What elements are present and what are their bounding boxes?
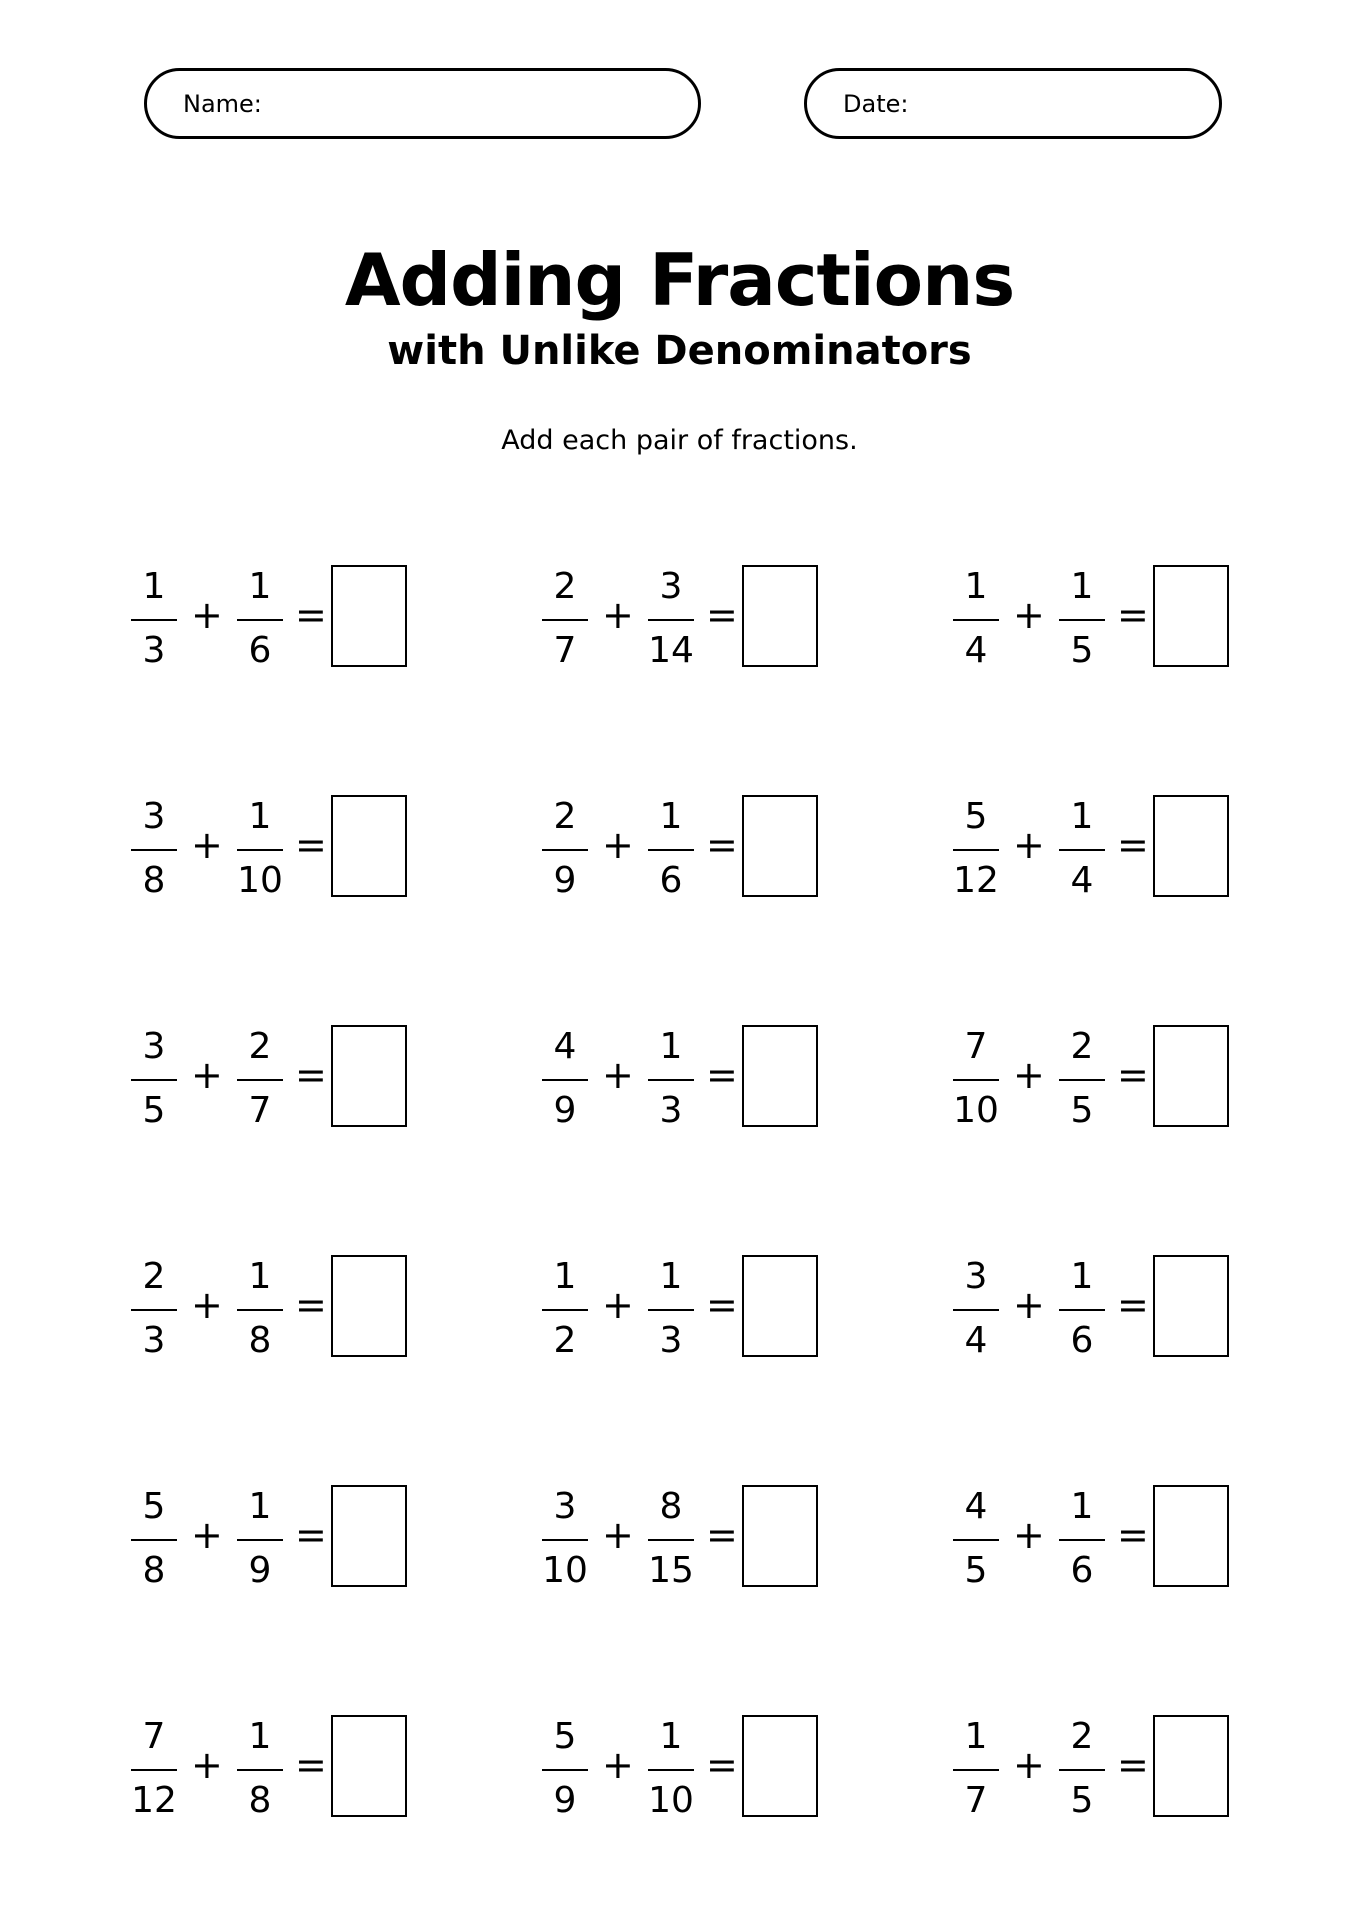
fraction-bar [648,619,694,621]
fraction [131,1015,177,1135]
problem [542,1015,842,1135]
numerator: 3 [142,1026,166,1067]
numerator: 1 [248,1716,272,1757]
numerator: 3 [964,1256,988,1297]
numerator: 1 [659,796,683,837]
denominator: 6 [1070,1550,1094,1591]
problem [953,1015,1253,1135]
fraction [953,1015,999,1135]
numerator: 1 [248,1256,272,1297]
answer-box[interactable] [742,1715,818,1817]
fraction-bar [237,1539,283,1541]
denominator: 4 [1070,860,1094,901]
equals-sign: = [1117,1743,1149,1787]
numerator: 1 [248,1486,272,1527]
numerator: 4 [964,1486,988,1527]
equals-sign: = [295,823,327,867]
fraction [131,1475,177,1595]
plus-sign: + [602,1513,634,1557]
numerator: 1 [1070,1256,1094,1297]
numerator: 2 [553,796,577,837]
equals-sign: = [1117,1513,1149,1557]
plus-sign: + [602,1743,634,1787]
denominator: 8 [142,860,166,901]
problem [131,1705,431,1825]
equals-sign: = [1117,1283,1149,1327]
equals-sign: = [706,823,738,867]
date-field[interactable] [804,68,1222,139]
denominator: 12 [131,1780,177,1821]
fraction-bar [1059,1309,1105,1311]
fraction-bar [237,1769,283,1771]
problem [131,1015,431,1135]
name-field[interactable] [144,68,701,139]
fraction-bar [953,849,999,851]
answer-box[interactable] [1153,1025,1229,1127]
denominator: 5 [1070,630,1094,671]
fraction [542,1475,588,1595]
numerator: 1 [659,1256,683,1297]
numerator: 4 [553,1026,577,1067]
problem [953,1245,1253,1365]
plus-sign: + [1013,1513,1045,1557]
fraction [237,1015,283,1135]
fraction-bar [131,1769,177,1771]
plus-sign: + [1013,1743,1045,1787]
denominator: 7 [248,1090,272,1131]
denominator: 8 [248,1320,272,1361]
numerator: 1 [964,1716,988,1757]
fraction-bar [542,1539,588,1541]
fraction [131,555,177,675]
fraction [542,1705,588,1825]
fraction [1059,785,1105,905]
fraction-bar [648,849,694,851]
problem [953,555,1253,675]
fraction-bar [1059,849,1105,851]
answer-box[interactable] [331,1025,407,1127]
plus-sign: + [602,1053,634,1097]
denominator: 3 [142,1320,166,1361]
numerator: 2 [1070,1716,1094,1757]
answer-box[interactable] [1153,565,1229,667]
problem [542,1475,842,1595]
plus-sign: + [602,593,634,637]
fraction [542,785,588,905]
fraction-bar [1059,1079,1105,1081]
fraction-bar [131,849,177,851]
fraction-bar [953,1769,999,1771]
problem [131,555,431,675]
fraction-bar [1059,1539,1105,1541]
plus-sign: + [191,1283,223,1327]
numerator: 1 [1070,566,1094,607]
fraction-bar [953,619,999,621]
plus-sign: + [1013,1053,1045,1097]
instructions: Add each pair of fractions. [501,425,858,456]
numerator: 1 [964,566,988,607]
fraction-bar [1059,619,1105,621]
numerator: 1 [1070,796,1094,837]
fraction-bar [131,1309,177,1311]
fraction-bar [648,1539,694,1541]
fraction-bar [542,619,588,621]
fraction-bar [131,619,177,621]
equals-sign: = [295,1743,327,1787]
equals-sign: = [706,593,738,637]
plus-sign: + [602,823,634,867]
plus-sign: + [191,1743,223,1787]
fraction [648,555,694,675]
fraction [648,1015,694,1135]
problem [542,1705,842,1825]
fraction-bar [953,1079,999,1081]
fraction [1059,1705,1105,1825]
denominator: 5 [142,1090,166,1131]
numerator: 3 [553,1486,577,1527]
answer-box[interactable] [742,565,818,667]
numerator: 1 [553,1256,577,1297]
fraction [1059,1245,1105,1365]
equals-sign: = [1117,1053,1149,1097]
fraction [237,785,283,905]
numerator: 3 [659,566,683,607]
fraction [648,785,694,905]
answer-box[interactable] [331,1715,407,1817]
answer-box[interactable] [742,1255,818,1357]
problem [953,1475,1253,1595]
denominator: 3 [659,1320,683,1361]
numerator: 2 [142,1256,166,1297]
worksheet-subtitle: with Unlike Denominators [387,328,972,374]
numerator: 5 [142,1486,166,1527]
denominator: 5 [964,1550,988,1591]
fraction-bar [542,1309,588,1311]
plus-sign: + [191,593,223,637]
problem [131,1475,431,1595]
fraction [953,1245,999,1365]
fraction-bar [648,1769,694,1771]
fraction [648,1705,694,1825]
fraction [237,555,283,675]
problem [953,785,1253,905]
denominator: 5 [1070,1090,1094,1131]
fraction [237,1475,283,1595]
answer-box[interactable] [1153,795,1229,897]
denominator: 8 [248,1780,272,1821]
plus-sign: + [191,823,223,867]
equals-sign: = [295,1053,327,1097]
fraction-bar [237,619,283,621]
denominator: 8 [142,1550,166,1591]
fraction-bar [648,1309,694,1311]
problem [131,1245,431,1365]
fraction [648,1475,694,1595]
denominator: 7 [964,1780,988,1821]
fraction [953,785,999,905]
denominator: 12 [953,860,999,901]
fraction [131,1245,177,1365]
denominator: 4 [964,1320,988,1361]
fraction [953,555,999,675]
fraction-bar [131,1079,177,1081]
fraction [542,1015,588,1135]
denominator: 9 [248,1550,272,1591]
fraction-bar [237,1309,283,1311]
numerator: 2 [553,566,577,607]
answer-box[interactable] [742,1025,818,1127]
denominator: 5 [1070,1780,1094,1821]
plus-sign: + [602,1283,634,1327]
denominator: 7 [553,630,577,671]
numerator: 1 [659,1716,683,1757]
fraction-bar [953,1309,999,1311]
answer-box[interactable] [331,1255,407,1357]
fraction [542,555,588,675]
denominator: 9 [553,1780,577,1821]
plus-sign: + [191,1513,223,1557]
fraction-bar [542,1079,588,1081]
fraction [1059,1015,1105,1135]
denominator: 4 [964,630,988,671]
answer-box[interactable] [1153,1485,1229,1587]
numerator: 1 [248,796,272,837]
equals-sign: = [295,1283,327,1327]
denominator: 10 [953,1090,999,1131]
fraction [1059,1475,1105,1595]
plus-sign: + [1013,1283,1045,1327]
numerator: 5 [964,796,988,837]
fraction-bar [131,1539,177,1541]
fraction-bar [648,1079,694,1081]
equals-sign: = [706,1743,738,1787]
numerator: 7 [142,1716,166,1757]
fraction [1059,555,1105,675]
fraction [131,785,177,905]
numerator: 1 [1070,1486,1094,1527]
plus-sign: + [1013,823,1045,867]
fraction [131,1705,177,1825]
fraction [953,1475,999,1595]
fraction [953,1705,999,1825]
problem [542,785,842,905]
fraction [648,1245,694,1365]
answer-box[interactable] [1153,1255,1229,1357]
denominator: 10 [542,1550,588,1591]
fraction [542,1245,588,1365]
denominator: 15 [648,1550,694,1591]
numerator: 1 [248,566,272,607]
denominator: 9 [553,1090,577,1131]
worksheet-title: Adding Fractions [344,238,1015,322]
answer-box[interactable] [742,795,818,897]
fraction-bar [237,849,283,851]
numerator: 8 [659,1486,683,1527]
numerator: 2 [248,1026,272,1067]
numerator: 1 [659,1026,683,1067]
fraction-bar [542,1769,588,1771]
equals-sign: = [706,1283,738,1327]
answer-box[interactable] [331,565,407,667]
denominator: 6 [1070,1320,1094,1361]
denominator: 14 [648,630,694,671]
equals-sign: = [706,1053,738,1097]
problem [131,785,431,905]
denominator: 6 [659,860,683,901]
fraction-bar [1059,1769,1105,1771]
plus-sign: + [1013,593,1045,637]
denominator: 3 [659,1090,683,1131]
answer-box[interactable] [742,1485,818,1587]
equals-sign: = [295,1513,327,1557]
numerator: 3 [142,796,166,837]
answer-box[interactable] [1153,1715,1229,1817]
denominator: 6 [248,630,272,671]
numerator: 7 [964,1026,988,1067]
numerator: 2 [1070,1026,1094,1067]
problem [542,555,842,675]
problem [953,1705,1253,1825]
date-label: Date: [843,89,909,118]
equals-sign: = [706,1513,738,1557]
problem [542,1245,842,1365]
numerator: 5 [553,1716,577,1757]
denominator: 3 [142,630,166,671]
equals-sign: = [1117,593,1149,637]
denominator: 9 [553,860,577,901]
fraction-bar [542,849,588,851]
denominator: 2 [553,1320,577,1361]
plus-sign: + [191,1053,223,1097]
numerator: 1 [142,566,166,607]
fraction [237,1705,283,1825]
denominator: 10 [237,860,283,901]
equals-sign: = [295,593,327,637]
denominator: 10 [648,1780,694,1821]
name-label: Name: [183,89,262,118]
answer-box[interactable] [331,795,407,897]
fraction-bar [237,1079,283,1081]
fraction [237,1245,283,1365]
answer-box[interactable] [331,1485,407,1587]
fraction-bar [953,1539,999,1541]
equals-sign: = [1117,823,1149,867]
